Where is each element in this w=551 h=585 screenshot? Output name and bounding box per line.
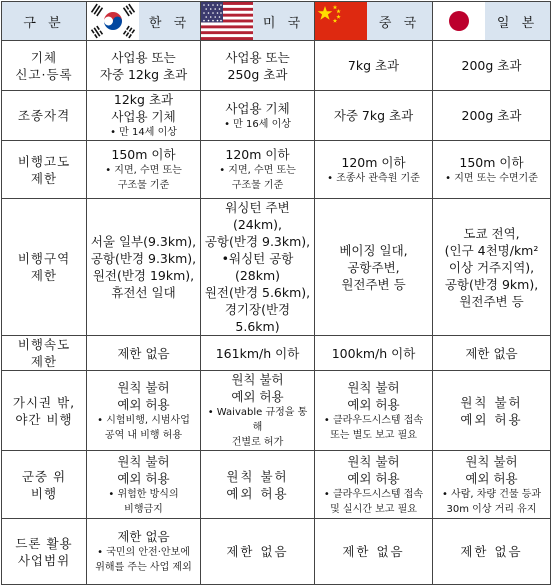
table-cell xyxy=(433,371,551,451)
cell-main-line: 도쿄 전역, xyxy=(463,225,520,241)
cell-note-line: • 만 14세 이상 xyxy=(110,127,177,138)
header-row xyxy=(2,2,551,41)
cell-main-line: 공항(반경 9.3km), xyxy=(90,251,197,266)
cell-main-line: 원전주변 등 xyxy=(341,276,406,292)
table-cell xyxy=(433,451,551,519)
table-cell xyxy=(433,91,551,141)
header-usa-cell xyxy=(201,2,315,41)
row-header-line: 야간 비행 xyxy=(15,411,73,427)
table-cell xyxy=(315,371,433,451)
cell-main-line: 예외 허용 xyxy=(226,485,289,501)
cell-note-line: 30m 이상 거리 유지 xyxy=(446,503,537,515)
header-japan-cell xyxy=(433,2,551,41)
row-header-line: 드론 활용 xyxy=(15,535,73,551)
cell-main-line: 원칙 불허 xyxy=(347,379,400,395)
cell-main-line: 예외 허용 xyxy=(465,470,518,486)
japan-flag-icon xyxy=(433,2,485,40)
row-header-line: 조종자격 xyxy=(17,108,71,123)
row-header xyxy=(2,451,87,519)
cell-main-line: 서울 일부(9.3km), xyxy=(90,234,197,249)
cell-main-line: 150m 이하 xyxy=(111,147,176,162)
cell-main-line: 예외 허용 xyxy=(347,396,400,412)
cell-main-line: 원칙 불허 xyxy=(465,453,518,469)
table-cell xyxy=(87,199,201,336)
row-header xyxy=(2,199,87,336)
table-cell xyxy=(315,41,433,91)
table-cell xyxy=(433,41,551,91)
cell-main-line: 예외 허용 xyxy=(347,470,400,486)
header-category-label: 구 분 xyxy=(23,15,65,31)
row-header-line: 기체 xyxy=(30,49,58,65)
row-header-line: 비행속도 xyxy=(17,337,71,352)
row-header-line: 제한 xyxy=(30,170,58,186)
cell-note-line: 또는 별도 보고 필요 xyxy=(330,429,417,441)
table-cell xyxy=(201,141,315,199)
table-cell xyxy=(315,336,433,371)
cell-main-line: 베이징 일대, xyxy=(339,242,408,258)
cell-main-line: 제한 없음 xyxy=(117,529,170,544)
row-header-line: 제한 xyxy=(30,354,58,369)
cell-note-line: • 시험비행, 시범사업 xyxy=(97,414,190,426)
cell-main-line: (인구 4천명/km² xyxy=(444,242,539,258)
cell-note-line: 건별로 허가 xyxy=(231,437,284,448)
cell-main-line: 제한 없음 xyxy=(465,345,518,361)
cell-note-line: • 지면 또는 수면기준 xyxy=(445,172,538,184)
cell-main-line: 7kg 초과 xyxy=(347,58,400,73)
row-header-line: 제한 xyxy=(30,268,58,283)
header-korea-cell xyxy=(87,2,201,41)
cell-main-line: 120m 이하 xyxy=(341,154,406,170)
cell-main-line: 250g 초과 xyxy=(227,66,288,82)
cell-note-line: • Waivable 규정을 통해 xyxy=(207,407,308,433)
row-header-line: 비행구역 xyxy=(17,251,71,266)
cell-main-line: 원전주변 등 xyxy=(459,293,524,309)
cell-main-line: 100km/h 이하 xyxy=(331,345,416,361)
cell-main-line: 원칙 불허 xyxy=(226,468,289,484)
cell-main-line: 제한 없음 xyxy=(117,345,170,361)
cell-note-line: • 클라우드시스템 접속 xyxy=(323,488,424,500)
row-header-line: 신고·등록 xyxy=(15,66,73,82)
cell-note-line: 비행금지 xyxy=(124,503,163,515)
cell-main-line: 원칙 불허 xyxy=(231,372,284,387)
table-cell xyxy=(201,199,315,336)
table-cell xyxy=(87,451,201,519)
cell-main-line: 제한 없음 xyxy=(342,544,405,559)
table-cell xyxy=(87,141,201,199)
table-cell xyxy=(433,199,551,336)
cell-main-line: 사업용 기체 xyxy=(225,100,290,116)
cell-main-line: 원칙 불허 xyxy=(460,394,523,410)
cell-note-line: 구조물 기준 xyxy=(117,180,170,191)
cell-main-line: 원전(반경 5.6km), xyxy=(204,285,311,300)
header-china-cell xyxy=(315,2,433,41)
table-cell xyxy=(433,141,551,199)
cell-main-line: 경기장(반경 5.6km) xyxy=(224,302,291,334)
cell-main-line: 예외 허용 xyxy=(231,389,284,404)
cell-note-line: 및 실시간 보고 필요 xyxy=(330,503,417,515)
table-cell xyxy=(315,91,433,141)
drone-regulation-table xyxy=(1,1,551,585)
cell-main-line: 이상 거주지역), xyxy=(448,259,535,275)
row-header xyxy=(2,41,87,91)
table-cell xyxy=(201,336,315,371)
cell-main-line: 원칙 불허 xyxy=(347,453,400,469)
cell-main-line: 휴전선 일대 xyxy=(111,285,176,300)
cell-main-line: 사업용 또는 xyxy=(111,49,176,65)
cell-main-line: 원전(반경 19km), xyxy=(92,268,195,283)
cell-main-line: 예외 허용 xyxy=(117,470,170,486)
cell-main-line: 150m 이하 xyxy=(459,154,524,170)
china-flag-icon xyxy=(315,2,367,40)
cell-main-line: 공항(반경 9km), xyxy=(444,276,539,292)
cell-main-line: 120m 이하 xyxy=(225,147,290,162)
cell-main-line: 예외 허용 xyxy=(460,411,523,427)
cell-note-line: 공역 내 비행 허용 xyxy=(104,429,183,441)
table-row xyxy=(2,41,551,91)
header-country-china: 중 국 xyxy=(378,15,421,31)
cell-note-line: • 조종사 관측원 기준 xyxy=(327,172,420,184)
cell-main-line: 원칙 불허 xyxy=(117,379,170,395)
row-header-line: 비행 xyxy=(30,485,58,501)
table-cell xyxy=(315,199,433,336)
table-row xyxy=(2,336,551,371)
cell-main-line: 사업용 또는 xyxy=(225,49,290,65)
cell-main-line: 200g 초과 xyxy=(461,58,522,73)
header-country-usa: 미 국 xyxy=(262,15,305,31)
row-header xyxy=(2,141,87,199)
table-cell xyxy=(87,371,201,451)
cell-main-line: 워싱턴 주변(24km), xyxy=(225,200,290,232)
row-header xyxy=(2,371,87,451)
row-header xyxy=(2,519,87,585)
cell-note-line: • 위험한 방식의 xyxy=(108,488,179,500)
cell-main-line: 제한 없음 xyxy=(460,544,523,559)
row-header-line: 비행고도 xyxy=(17,153,71,169)
table-cell xyxy=(201,371,315,451)
row-header xyxy=(2,336,87,371)
table-cell xyxy=(87,519,201,585)
row-header-line: 사업범위 xyxy=(17,552,71,568)
table-cell xyxy=(201,91,315,141)
cell-note-line: 위해를 주는 사업 제외 xyxy=(95,562,192,573)
table-cell xyxy=(201,41,315,91)
table-cell xyxy=(315,141,433,199)
table-cell xyxy=(87,336,201,371)
cell-main-line: 공항(반경 9.3km), xyxy=(204,234,311,249)
table-cell xyxy=(315,519,433,585)
cell-note-line: • 클라우드시스템 접속 xyxy=(323,414,424,426)
table-row xyxy=(2,519,551,585)
table-cell xyxy=(201,519,315,585)
cell-main-line: 제한 없음 xyxy=(226,544,289,559)
table-body xyxy=(2,41,551,585)
cell-main-line: 161km/h 이하 xyxy=(215,345,300,361)
cell-main-line: 원칙 불허 xyxy=(117,453,170,469)
table-cell xyxy=(433,336,551,371)
header-country-japan: 일 본 xyxy=(496,15,539,31)
header-category-cell xyxy=(2,2,87,41)
table-row xyxy=(2,141,551,199)
cell-note-line: • 만 16세 이상 xyxy=(224,118,291,130)
table-cell xyxy=(433,519,551,585)
cell-main-line: •워싱턴 공항(28km) xyxy=(221,251,294,283)
korea-flag-icon xyxy=(87,2,139,40)
table-cell xyxy=(87,41,201,91)
table-row xyxy=(2,371,551,451)
cell-note-line: • 지면, 수면 또는 xyxy=(105,165,182,176)
cell-main-line: 공항주변, xyxy=(347,259,400,275)
table-cell xyxy=(315,451,433,519)
usa-flag-icon xyxy=(201,2,253,40)
row-header xyxy=(2,91,87,141)
table-row xyxy=(2,91,551,141)
cell-note-line: • 사람, 차량 건물 등과 xyxy=(441,488,542,500)
cell-note-line: • 국민의 안전·안보에 xyxy=(97,547,190,558)
cell-note-line: • 지면, 수면 또는 xyxy=(219,165,296,176)
cell-main-line: 예외 허용 xyxy=(117,396,170,412)
row-header-line: 가시권 밖, xyxy=(12,394,76,410)
cell-main-line: 사업용 기체 xyxy=(111,109,176,124)
table-cell xyxy=(87,91,201,141)
table-cell xyxy=(201,451,315,519)
cell-main-line: 자중 7kg 초과 xyxy=(333,108,414,123)
cell-note-line: 구조물 기준 xyxy=(231,180,284,191)
table-row xyxy=(2,199,551,336)
cell-main-line: 12kg 초과 xyxy=(113,92,174,107)
header-country-korea: 한 국 xyxy=(148,15,191,31)
row-header-line: 군중 위 xyxy=(21,468,67,484)
table-row xyxy=(2,451,551,519)
cell-main-line: 200g 초과 xyxy=(461,108,522,123)
cell-main-line: 자중 12kg 초과 xyxy=(99,66,188,82)
